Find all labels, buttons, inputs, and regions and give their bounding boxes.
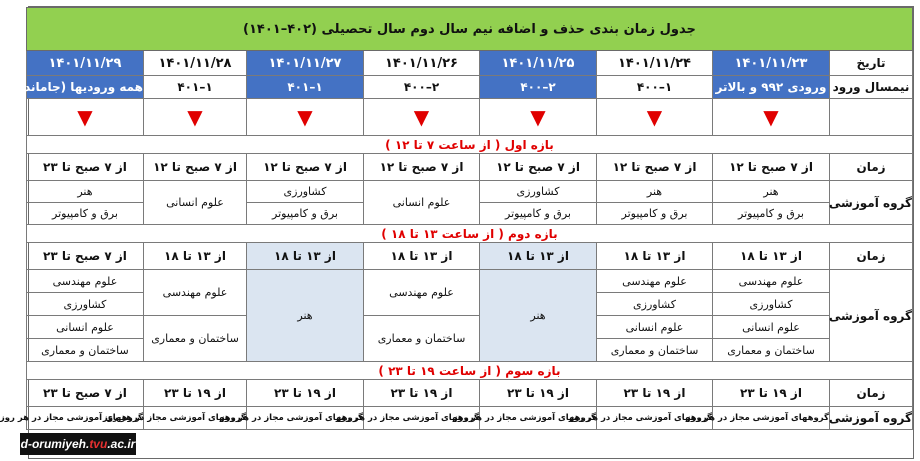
date-label: تاریخ [830,51,913,76]
semester-cell: ورودی ۹۹۲ و بالاتر [713,76,830,99]
time-cell: از ۱۳ تا ۱۸ [713,243,830,270]
date-cell: ۱۴۰۱/۱۱/۲۹ [26,51,143,76]
time-cell: از ۷ صبح تا ۲۳ [26,380,143,407]
semester-cell: ۱–۴۰۰ [597,76,713,99]
arrow-cell [597,99,713,136]
group-label: گروه آموزشی [830,181,913,225]
group-cell: گروههای آموزشی مجاز در هر روز [364,407,480,430]
date-cell: ۱۴۰۱/۱۱/۲۴ [597,51,713,76]
group-cell: برق و کامپیوتر [480,203,597,225]
group-cell: علوم انسانی [364,181,480,225]
time-row [26,380,912,407]
band-title: بازه اول ( از ساعت ۷ تا ۱۲ ) [26,136,912,154]
time-cell: از ۷ صبح تا ۱۲ [597,154,713,181]
group-cell: گروههای آموزشی مجاز در هر روز [26,407,143,430]
page-title: جدول زمان بندی حذف و اضافه نیم سال دوم سال تحصیلی (۴۰۲–۱۴۰۱) [26,8,912,51]
group-cell: گروههای آموزشی مجاز در هر روز [144,407,247,430]
band-title: بازه دوم ( از ساعت ۱۳ تا ۱۸ ) [26,225,912,243]
time-row [26,154,912,181]
time-cell: از ۱۳ تا ۱۸ [480,243,597,270]
time-cell: از ۱۳ تا ۱۸ [364,243,480,270]
group-label: گروه آموزشی [830,270,913,362]
group-cell: ساختمان و معماری [364,316,480,362]
time-cell: از ۱۹ تا ۲۳ [144,380,247,407]
group-cell: هنر [480,270,597,362]
group-label: گروه آموزشی [830,407,913,430]
time-label: زمان [830,154,913,181]
arrow-cell [713,99,830,136]
semester-label: نیمسال ورود [830,76,913,99]
watermark-accent: tvu [89,437,108,451]
arrow-down-icon: ▼ [530,105,546,129]
group-cell: گروههای آموزشی مجاز در هر روز [597,407,713,430]
band-title: بازه سوم ( از ساعت ۱۹ تا ۲۳ ) [26,362,912,380]
group-cell: علوم مهندسی [364,270,480,316]
group-cell: گروههای آموزشی مجاز در هر روز [247,407,364,430]
date-cell: ۱۴۰۱/۱۱/۲۸ [144,51,247,76]
band-row-first [26,136,912,154]
time-label: زمان [830,243,913,270]
arrow-down-icon: ▼ [413,105,430,129]
arrow-cell [480,99,597,136]
time-cell: از ۷ صبح تا ۲۳ [26,243,143,270]
band-row-second [26,225,912,243]
time-cell: از ۱۹ تا ۲۳ [480,380,597,407]
date-cell: ۱۴۰۱/۱۱/۲۶ [364,51,480,76]
time-cell: از ۷ صبح تا ۱۲ [480,154,597,181]
group-row [26,181,912,203]
arrow-cell [144,99,247,136]
arrow-cell [26,99,143,136]
semester-cell: ۱–۴۰۱ [144,76,247,99]
arrow-down-icon: ▼ [187,105,203,129]
group-cell: علوم مهندسی [144,270,247,316]
group-row [26,407,912,430]
group-cell: علوم انسانی [597,316,713,339]
watermark-suffix: .ac.ir [107,437,136,451]
time-cell: از ۱۹ تا ۲۳ [713,380,830,407]
group-cell: علوم مهندسی [713,270,830,293]
date-row [26,51,912,76]
group-cell: ساختمان و معماری [26,339,143,362]
group-cell: کشاورزی [26,293,143,316]
group-cell: علوم انسانی [26,316,143,339]
arrow-down-icon: ▼ [763,105,779,129]
date-cell: ۱۴۰۱/۱۱/۲۷ [247,51,364,76]
semester-cell: ۲–۴۰۰ [480,76,597,99]
time-cell: از ۱۹ تا ۲۳ [364,380,480,407]
group-cell: برق و کامپیوتر [26,203,143,225]
group-cell: علوم انسانی [713,316,830,339]
group-cell: کشاورزی [247,181,364,203]
band-row-third [26,362,912,380]
group-cell: گروههای آموزشی مجاز در هر روز [713,407,830,430]
semester-cell: ۱–۴۰۱ [247,76,364,99]
group-cell: کشاورزی [480,181,597,203]
group-cell: هنر [26,181,143,203]
group-cell: کشاورزی [597,293,713,316]
group-cell: علوم مهندسی [597,270,713,293]
group-cell: ساختمان و معماری [144,316,247,362]
arrow-row [26,99,912,136]
group-cell: گروههای آموزشی مجاز در هر روز [480,407,597,430]
time-cell: از ۷ صبح تا ۱۲ [247,154,364,181]
arrow-down-icon: ▼ [77,105,93,129]
group-cell: کشاورزی [713,293,830,316]
time-cell: از ۱۳ تا ۱۸ [247,243,364,270]
arrow-down-icon: ▼ [297,105,313,129]
time-row [26,243,912,270]
time-cell: از ۷ صبح تا ۱۲ [364,154,480,181]
arrow-cell [247,99,364,136]
time-cell: از ۱۳ تا ۱۸ [144,243,247,270]
arrow-cell [364,99,480,136]
schedule-sheet [0,6,914,459]
empty-cell [830,99,913,136]
schedule-table [0,7,913,430]
group-cell: هنر [247,270,364,362]
group-cell: علوم مهندسی [26,270,143,293]
time-cell: از ۱۹ تا ۲۳ [597,380,713,407]
time-cell: از ۷ صبح تا ۱۲ [144,154,247,181]
group-cell: هنر [713,181,830,203]
time-cell: از ۷ صبح تا ۱۲ [713,154,830,181]
date-cell: ۱۴۰۱/۱۱/۲۵ [480,51,597,76]
group-cell: هنر [597,181,713,203]
time-label: زمان [830,380,913,407]
watermark-prefix: d-orumiyeh. [20,437,90,451]
semester-cell: ۲–۴۰۰ [364,76,480,99]
arrow-down-icon: ▼ [646,105,663,129]
time-cell: از ۱۹ تا ۲۳ [247,380,364,407]
title-row [26,8,912,51]
group-cell: برق و کامپیوتر [713,203,830,225]
time-cell: از ۱۳ تا ۱۸ [597,243,713,270]
group-row [26,270,912,293]
watermark [20,433,136,455]
group-cell: برق و کامپیوتر [597,203,713,225]
group-cell: ساختمان و معماری [597,339,713,362]
time-cell: از ۷ صبح تا ۲۳ [26,154,143,181]
group-cell: علوم انسانی [144,181,247,225]
date-cell: ۱۴۰۱/۱۱/۲۳ [713,51,830,76]
group-cell: برق و کامپیوتر [247,203,364,225]
semester-row [26,76,912,99]
group-row [26,316,912,339]
semester-cell: همه ورودیها (جامانده) [26,76,143,99]
group-cell: ساختمان و معماری [713,339,830,362]
